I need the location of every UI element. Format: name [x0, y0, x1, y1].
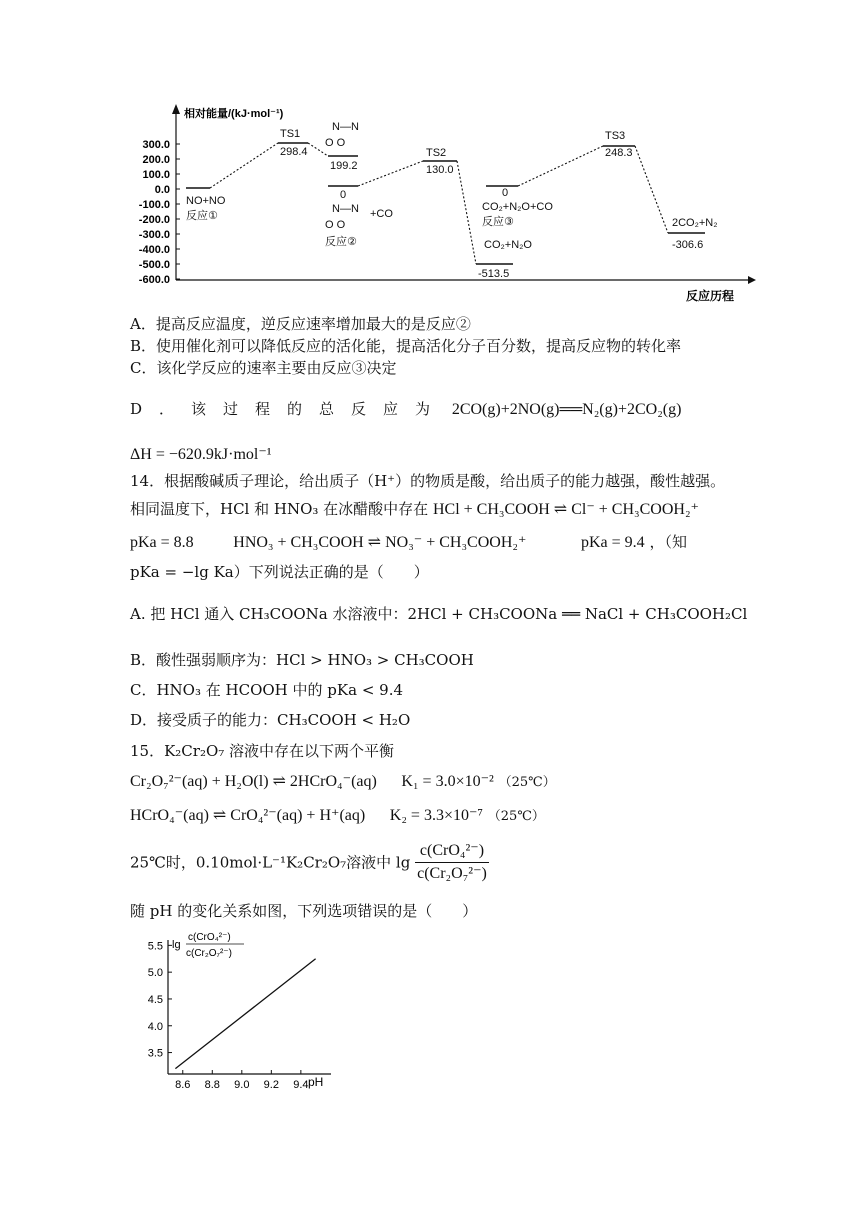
q15-t1: （25℃） [498, 775, 556, 790]
y-tick-label: 100.0 [142, 169, 170, 181]
label-ts3-value: 248.3 [605, 147, 633, 159]
q15-k2: K₂ = 3.3×10⁻⁷ [389, 807, 483, 824]
y-tick-label: 4.5 [147, 993, 163, 1006]
label-level0-b: 0 [340, 189, 347, 201]
y-tick-label: 5.0 [147, 967, 163, 980]
x-tick-label: 9.4 [293, 1079, 309, 1091]
chart-ticks [148, 940, 309, 1091]
label-ts3: TS3 [605, 130, 626, 142]
x-axis-label: 反应历程 [686, 289, 735, 303]
x-axis-arrow [748, 276, 756, 284]
y-tick-label: -100.0 [138, 199, 170, 211]
chart-axes [168, 940, 331, 1074]
q14-option-a: A. 把 HCl 通入 CH₃COONa 水溶液中：2HCl + CH₃COONa ══ NaCl + CH₃COOH₂Cl [130, 605, 748, 623]
q15-eq1: Cr₂O₇²⁻(aq) + H₂O(l) ⇌ 2HCrO₄⁻(aq) [130, 773, 377, 790]
label-plus-co: +CO [370, 208, 393, 220]
x-tick-label: 8.8 [204, 1079, 220, 1091]
q14-option-d: D．接受质子的能力：CH₃COOH < H₂O [130, 711, 411, 729]
label-product: 2CO₂+N₂ [672, 217, 718, 229]
y-axis-arrow [172, 104, 180, 114]
q15-stem-line5: 随 pH 的变化关系如图，下列选项错误的是（ ） [130, 902, 478, 920]
label-reaction3: 反应③ [482, 216, 514, 228]
q13-option-a: A．提高反应温度，逆反应速率增加最大的是反应② [130, 315, 471, 333]
y-tick-label: 0.0 [154, 184, 170, 196]
y-axis-label: 相对能量/(kJ·mol⁻¹) [184, 108, 284, 120]
label-ring1-n: N—N [332, 121, 359, 133]
q14-option-c: C．HNO₃ 在 HCOOH 中的 pKa < 9.4 [130, 681, 404, 699]
q14-option-b: B．酸性强弱顺序为：HCl > HNO₃ > CH₃COOH [130, 651, 474, 669]
q15-equilibrium1 [130, 770, 556, 794]
y-tick-label: 4.0 [147, 1020, 163, 1033]
energy-diagram [120, 100, 760, 305]
chart-ylabel-lg: lg [172, 939, 181, 951]
q15-t2: （25℃） [487, 809, 545, 824]
q14-equation1: HCl + CH₃COOH ⇌ Cl⁻ + CH₃COOH₂⁺ [432, 501, 699, 518]
label-level0-c: 0 [502, 187, 509, 199]
q14-stem-line2-text: 相同温度下，HCl 和 HNO₃ 在冰醋酸中存在 [130, 500, 429, 518]
q14-pka1: pKa = 8.8 [130, 534, 194, 551]
chart-xlabel: pH [308, 1075, 324, 1089]
label-species-d: CO₂+N₂O [484, 239, 532, 251]
x-tick-label: 9.2 [263, 1079, 279, 1091]
q15-fraction-denominator: c(Cr₂O₇²⁻) [417, 865, 487, 882]
label-reaction1: 反应① [186, 210, 218, 222]
label-ts2: TS2 [426, 147, 447, 159]
y-tick-label: 200.0 [142, 154, 170, 166]
q15-fraction-numerator: c(CrO₄²⁻) [415, 840, 489, 863]
q15-fraction [415, 840, 489, 885]
q15-eq2: HCrO₄⁻(aq) ⇌ CrO₄²⁻(aq) + H⁺(aq) [130, 807, 366, 824]
q14-pka2: pKa = 9.4 [580, 534, 645, 551]
q13-option-d-enthalpy: ΔH = −620.9kJ·mol⁻¹ [130, 446, 272, 463]
label-min-value: -513.5 [478, 268, 510, 280]
chart-series [175, 959, 315, 1069]
label-start-species: NO+NO [186, 195, 226, 207]
q13-option-d-prefix: D．该过程的总反应为 [130, 400, 448, 418]
q14-know: ，（知 [649, 533, 687, 551]
y-tick-label: -300.0 [138, 229, 170, 241]
label-ring1-o: O O [325, 137, 346, 149]
q14-stem-line1: 14．根据酸碱质子理论，给出质子（H⁺）的物质是酸，给出质子的能力越强，酸性越强。 [130, 472, 726, 490]
y-tick-label: 5.5 [147, 940, 163, 953]
x-tick-label: 9.0 [234, 1079, 250, 1091]
series-line [175, 959, 315, 1069]
label-ring2-n: N—N [332, 203, 359, 215]
y-tick-label: -200.0 [138, 214, 170, 226]
q13-option-d [130, 398, 681, 421]
q14-stem-line2 [130, 498, 699, 521]
q15-stem-line1: 15．K₂Cr₂O₇ 溶液中存在以下两个平衡 [130, 742, 395, 760]
y-ticks [139, 139, 180, 286]
ph-chart [128, 926, 338, 1096]
y-tick-label: -500.0 [138, 259, 170, 271]
label-ts2-value: 130.0 [426, 164, 454, 176]
label-species-c: CO₂+N₂O+CO [482, 201, 553, 213]
q14-stem-line4: pKa = −lg Ka）下列说法正确的是（ ） [130, 563, 429, 581]
label-product-value: -306.6 [672, 239, 704, 251]
y-tick-label: 300.0 [142, 139, 170, 151]
q15-stem-line4 [130, 840, 489, 885]
chart-ylabel-den: c(Cr₂O₇²⁻) [186, 948, 232, 959]
label-ts1: TS1 [280, 128, 301, 140]
q15-line4-text: 25℃时，0.10mol·L⁻¹K₂Cr₂O₇溶液中 lg [130, 853, 411, 872]
q13-option-c: C．该化学反应的速率主要由反应③决定 [130, 359, 397, 377]
energy-levels [186, 143, 705, 264]
chart-ylabel-num: c(CrO₄²⁻) [188, 932, 231, 943]
y-tick-label: -400.0 [138, 244, 170, 256]
q14-equation2: HNO₃ + CH₃COOH ⇌ NO₃⁻ + CH₃COOH₂⁺ [233, 534, 527, 551]
q13-option-d-equation: 2CO(g)+2NO(g)══N₂(g)+2CO₂(g) [451, 401, 682, 418]
y-tick-label: 3.5 [147, 1047, 163, 1060]
label-int1-value: 199.2 [330, 160, 358, 172]
label-ring2-o: O O [325, 219, 346, 231]
y-tick-label: -600.0 [138, 274, 170, 286]
q13-option-b: B．使用催化剂可以降低反应的活化能，提高活化分子百分数，提高反应物的转化率 [130, 337, 682, 355]
label-ts1-value: 298.4 [280, 146, 308, 158]
q15-equilibrium2 [130, 804, 545, 828]
q15-k1: K₁ = 3.0×10⁻² [401, 773, 494, 790]
label-reaction2: 反应② [325, 236, 357, 248]
q14-stem-line3 [130, 531, 687, 554]
x-tick-label: 8.6 [175, 1079, 191, 1091]
